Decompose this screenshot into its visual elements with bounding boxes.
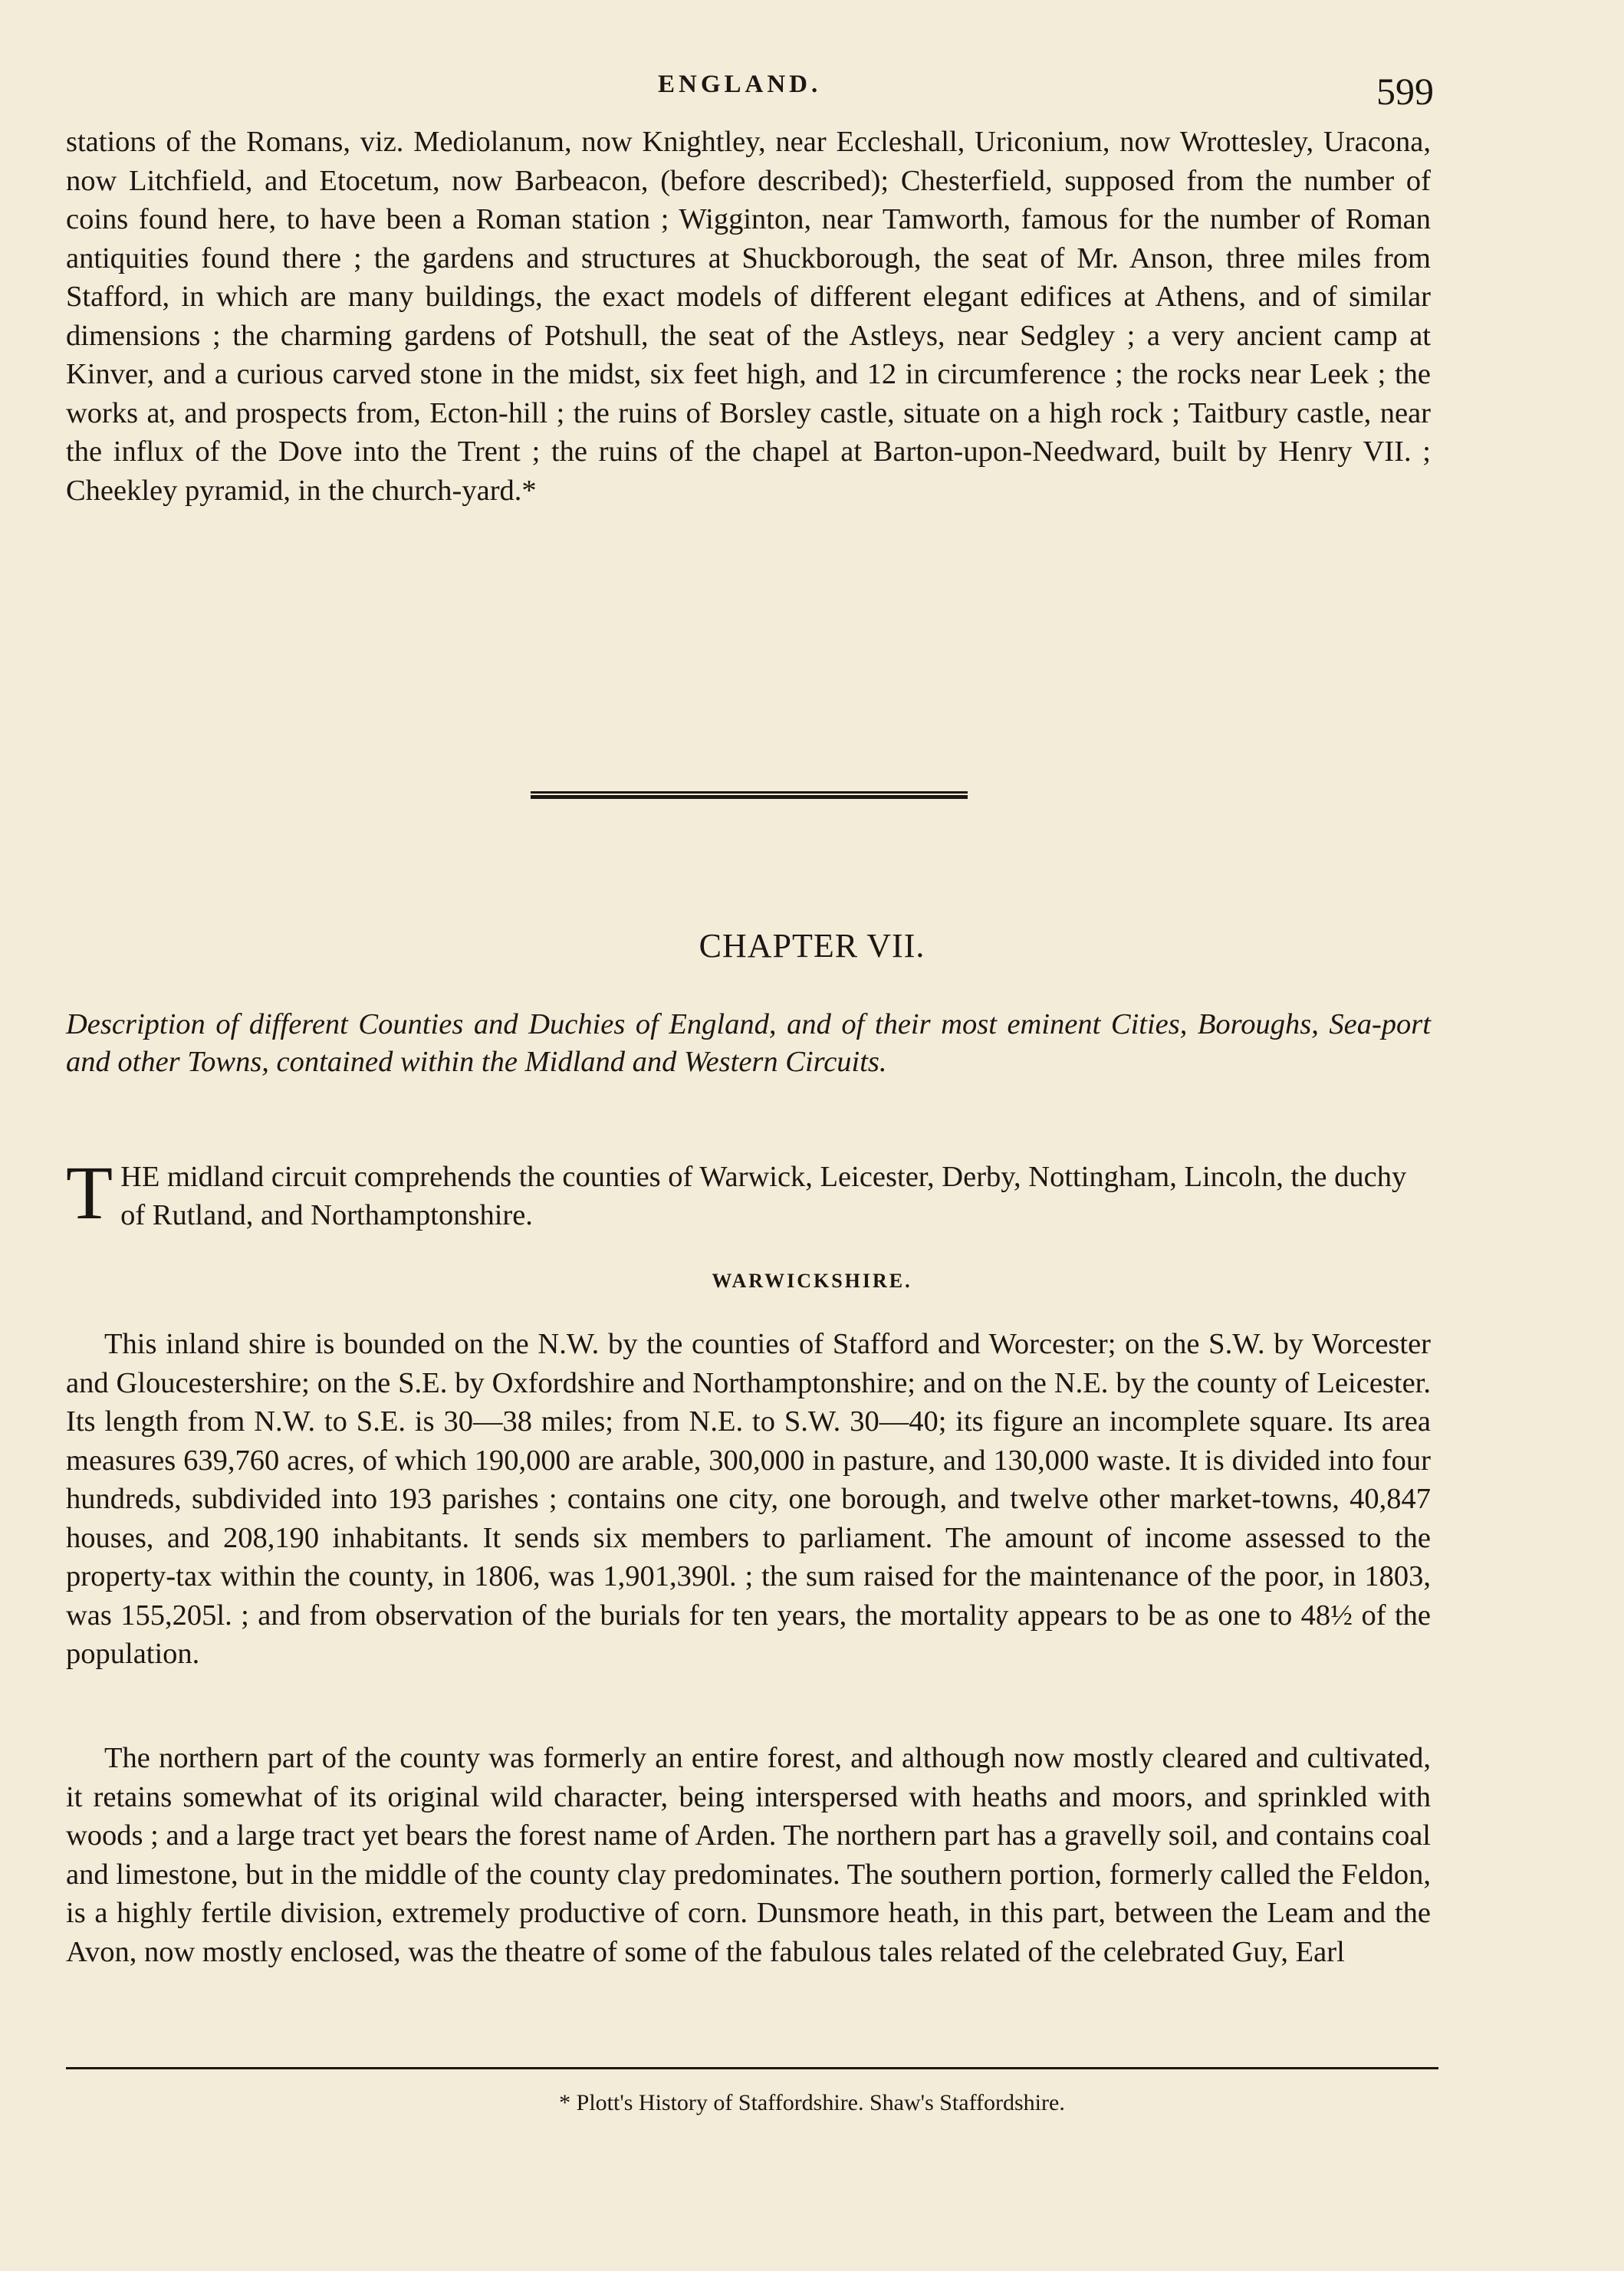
continued-paragraph: stations of the Romans, viz. Mediolanum, now Knightley, near Eccleshall, Uriconium, now Wrottesley, Uracona, now Litchfield, and Etocetum, now Barbeacon, (before described); Chesterfield, supposed from the number of coins found here, to have been a Roman station ; Wigginton, near Tamworth, famous for the number of Roman antiquities found there ; the gardens and structures at Shuckborough, the seat of Mr. Anson, three miles from Stafford, in which are many buildings, the exact models of different elegant edifices at Athens, and of similar dimensions ; the charming gardens of Potshull, the seat of the Astleys, near Sedgley ; a very ancient camp at Kinver, and a curious carved stone in the midst, six feet high, and 12 in circumference ; the rocks near Leek ; the works at, and prospects from, Ecton-hill ; the ruins of Borsley castle, situate on a high rock ; Taitbury castle, near the influx of the Dove into the Trent ; the ruins of the chapel at Barton-upon-Needward, built by Henry VII. ; Cheekley pyramid, in the church-yard.*: [66, 126, 1431, 507]
footnote: * Plott's History of Staffordshire. Shaw's Staffordshire.: [559, 2090, 1065, 2115]
page-number: 599: [1376, 70, 1434, 113]
warwickshire-paragraph-2: The northern part of the county was formerly an entire forest, and although now mostly cleared and cultivated, it retains somewhat of its original wild character, being interspersed with heaths and moors, and sprinkled with woods ; and a large tract yet bears the forest name of Arden. The northern part has a gravelly soil, and contains coal and limestone, but in the middle of the county clay predominates. The southern portion, formerly called the Feldon, is a highly fertile division, extremely productive of corn. Dunsmore heath, in this part, between the Leam and the Avon, now mostly enclosed, was the theatre of some of the fabulous tales related of the celebrated Guy, Earl: [66, 1742, 1431, 1968]
intro-paragraph: [66, 1150, 1431, 1235]
footnote-rule: [66, 2067, 1438, 2069]
chapter-description: Description of different Counties and Duchies of England, and of their most eminent Cities, Boroughs, Sea-port and other Towns, contained within the Midland and Western Circuits.: [66, 1008, 1431, 1078]
section-heading: WARWICKSHIRE.: [712, 1270, 912, 1292]
drop-cap: T: [66, 1150, 113, 1235]
warwickshire-paragraph-1: This inland shire is bounded on the N.W. by the counties of Stafford and Worcester; on the S.W. by Worcester and Gloucestershire; on the S.E. by Oxfordshire and Northamptonshire; and on the N.E. by the county of Leicester. Its length from N.W. to S.E. is 30—38 miles; from N.E. to S.W. 30—40; its figure an incomplete square. Its area measures 639,760 acres, of which 190,000 are arable, 300,000 in pasture, and 130,000 waste. It is divided into four hundreds, subdivided into 193 parishes ; contains one city, one borough, and twelve other market-towns, 40,847 houses, and 208,190 inhabitants. It sends six members to parliament. The amount of income assessed to the property-tax within the county, in 1806, was 1,901,390l. ; the sum raised for the maintenance of the poor, in 1803, was 155,205l. ; and from observation of the burials for ten years, the mortality appears to be as one to 48½ of the population.: [66, 1328, 1431, 1670]
section-divider: [531, 791, 968, 799]
running-title: ENGLAND.: [658, 71, 822, 98]
chapter-heading: CHAPTER VII.: [699, 927, 925, 965]
intro-text: HE midland circuit comprehends the counties of Warwick, Leicester, Derby, Nottingham, Lincoln, the duchy of Rutland, and Northamptonshire.: [120, 1161, 1407, 1231]
